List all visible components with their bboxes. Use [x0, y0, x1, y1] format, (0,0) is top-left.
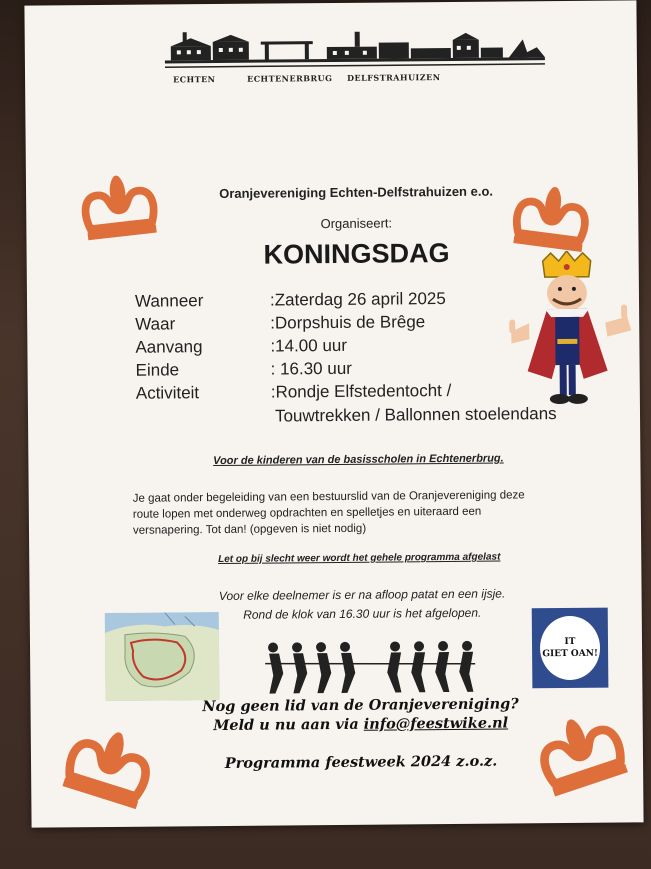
tile-text-line: IT — [564, 636, 576, 647]
village-label-echtenerbrug: ECHTENERBRUG — [247, 73, 333, 84]
membership-call — [180, 694, 540, 735]
village-label-delfstrahuizen: DELFSTRAHUIZEN — [347, 72, 441, 83]
description-line: versnapering. Tot dan! (opgeven is niet nodig) — [132, 522, 367, 537]
detail-value-start: :14.00 uur — [270, 335, 348, 356]
description-line: Je gaat onder begeleiding van een bestuurslid van de Oranjevereniging deze — [132, 489, 525, 505]
tile-text-line: GIET OAN! — [542, 648, 598, 660]
description — [133, 487, 583, 539]
detail-label-end: Einde — [135, 360, 180, 380]
food-line: Voor elke deelnemer is er na afloop patat en een ijsje. — [218, 586, 506, 604]
detail-value-end: : 16.30 uur — [270, 358, 352, 379]
crown-icon — [72, 165, 166, 248]
membership-email-link[interactable]: info@feestwike.nl — [363, 714, 509, 733]
food-notice — [180, 584, 545, 625]
detail-value-where: :Dorpshuis de Brêge — [270, 312, 426, 333]
weather-notice: Let op bij slecht weer wordt het gehele programma afgelast — [218, 551, 501, 566]
crown-icon — [49, 708, 168, 825]
organizes-label: Organiseert: — [320, 215, 393, 232]
organization-name: Oranjevereniging Echten-Delfstrahuizen e.o. — [219, 183, 494, 201]
membership-line-2 — [181, 713, 541, 735]
tug-of-war-icon — [255, 634, 486, 698]
description-line: route lopen met onderweg opdrachten en spelletjes en uiteraard een — [132, 505, 482, 521]
membership-line-1: Nog geen lid van de Oranjevereniging? — [202, 695, 519, 716]
village-label-echten: ECHTEN — [173, 74, 216, 85]
detail-value-activity: :Rondje Elfstedentocht / — [270, 380, 452, 402]
delft-tile-icon — [532, 608, 609, 689]
king-mascot-icon — [507, 250, 640, 409]
detail-value-activity-continued: Touwtrekken / Ballonnen stoelendans — [274, 404, 557, 426]
program-note: Programma feestweek 2024 z.o.z. — [224, 752, 498, 772]
food-line: Rond de klok van 16.30 uur is het afgelopen. — [243, 605, 482, 622]
detail-value-when: :Zaterdag 26 april 2025 — [269, 289, 446, 310]
detail-label-where: Waar — [135, 314, 176, 334]
membership-prefix: Meld u nu aan via — [213, 715, 364, 735]
detail-label-when: Wanneer — [134, 291, 204, 311]
detail-label-start: Aanvang — [135, 337, 203, 357]
elfsteden-map-icon — [105, 612, 220, 701]
tile-text — [540, 616, 601, 681]
kids-notice: Voor de kinderen van de basisscholen in Echtenerbrug. — [213, 452, 504, 468]
detail-label-activity: Activiteit — [135, 383, 200, 403]
flyer-paper — [24, 0, 643, 827]
event-title: KONINGSDAG — [263, 237, 450, 270]
